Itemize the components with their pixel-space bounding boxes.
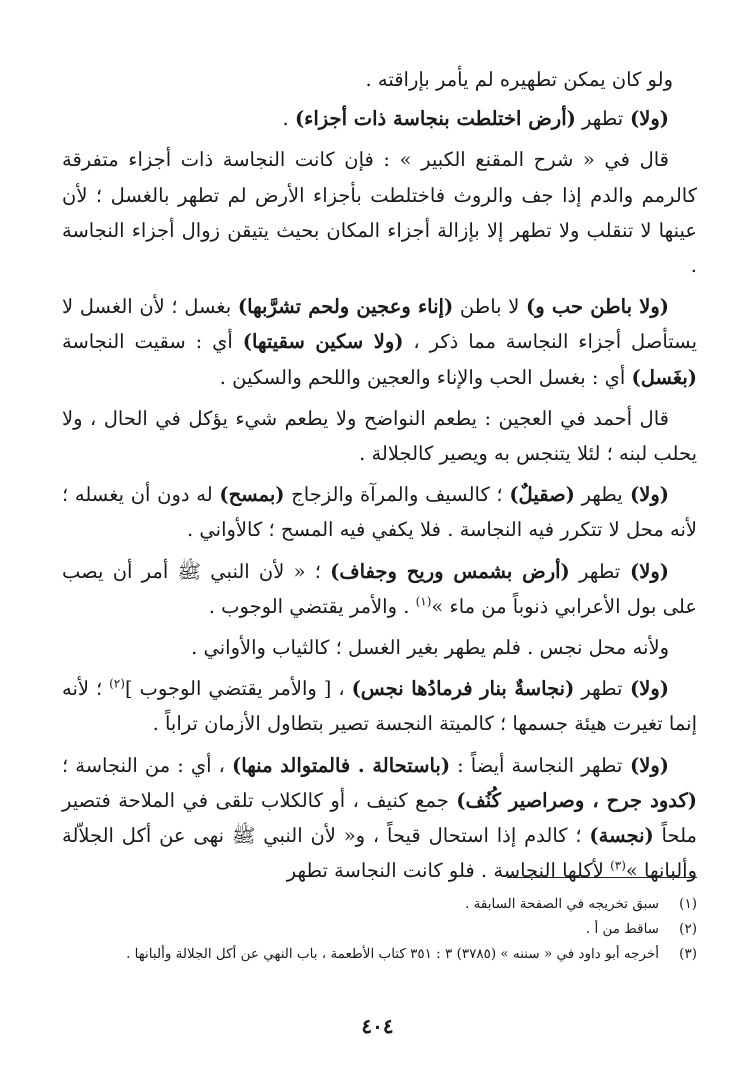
footnote [62,917,697,942]
commentary-text: لأكلها النجاسة . فلو كانت النجاسة تطهر [286,859,611,883]
commentary-text: ؛ كالسيف والمرآة والزجاج [284,483,510,507]
matn-text: (ولا سكين سقيتها) [242,330,404,354]
footnote-separator [507,877,697,878]
page-number: ٤٠٤ [361,1014,394,1038]
commentary-text: ، [ والأمر يقتضي الوجوب ] [124,677,352,701]
matn-text: (أرض بشمس وريح وجفاف) [330,559,570,583]
footnote-number: (٣) [679,946,697,962]
commentary-text: له دون أن يغسله ؛ لأنه محل لا تتكرر فيه النجاسة . فلا يكفي فيه المسح ؛ كالأواني . [62,483,697,542]
commentary-text: تطهر [574,677,623,701]
commentary-text: . والأمر يقتضي الوجوب . [208,594,416,618]
matn-text: (بمسح) [219,483,285,507]
paragraph [62,401,697,471]
commentary-text: ولو كان يمكن تطهيره لم يأمر بإراقته . [365,68,673,91]
footnote-text: سبق تخريجه في الصفحة السابقة . [465,896,659,912]
footnote-text: ساقط من أ . [585,921,659,937]
commentary-text: . [282,107,295,131]
footnote-marker: (٣) [610,858,626,873]
commentary-text: ؛ لأنه إنما تغيرت هيئة جسمها ؛ كالميتة النجسة تصير بتطاول الأزمان تراباً . [62,677,697,736]
commentary-text: يطهر [574,483,623,507]
paragraph [62,671,697,741]
commentary-text: قال أحمد في العجين : يطعم النواضح ولا يطعم شيء يؤكل في الحال ، ولا يحلب لبنه ؛ لئلا يتنجس به ويصير كالجلالة . [62,406,697,466]
footnote-marker: (٢) [109,676,125,691]
matn-text: (باستحالة . فالمتوالد منها) [232,753,451,777]
paragraph [62,630,697,665]
commentary-text: قال في « شرح المقنع الكبير » : فإن كانت النجاسة ذات أجزاء متفرقة كالرمم والدم إذا جف والروث فاختلطت بأجزاء الأرض لم تطهر بالغسل ؛ لأن عينها لا تنقلب ولا تطهر إلا بإزالة أجزاء المكان بحيث يتيقن زوال أجزاء النجاسة . [62,148,697,278]
matn-text: (ولا) [622,677,669,701]
matn-text: (صقيلٌ) [509,483,575,507]
paragraph [62,554,697,624]
main-text [62,62,697,894]
paragraph [62,748,697,889]
commentary-text: لا باطن [453,295,526,319]
matn-text: (بغَسل) [631,365,697,389]
paragraph [62,289,697,395]
matn-text: (أرض اختلطت بنجاسة ذات أجزاء) [294,107,576,131]
footnote-number: (٢) [679,921,697,937]
matn-text: (نجاسةٌ بنار فرمادُها نجس) [351,677,575,701]
matn-text: (ولا) [623,107,669,131]
paragraph [62,142,697,283]
paragraph [62,101,697,136]
footnote-number: (١) [679,896,697,912]
commentary-text: تطهر النجاسة أيضاً : [450,753,623,777]
commentary-text: ولأنه محل نجس . فلم يطهر بغير الغسل ؛ كالثياب والأواني . [191,636,669,660]
commentary-text: تطهر [575,107,624,131]
commentary-text: ، أي : من النجاسة ؛ [62,753,233,777]
matn-text: (ولا) [622,753,670,777]
commentary-text: تطهر [569,559,621,583]
matn-text: (إناء وعجين ولحم تشرَّبها) [237,295,454,319]
paragraph [62,62,697,97]
footnote-text: أخرجه أبو داود في « سننه » (٣٧٨٥) ٣ : ٣٥١ كتاب الأطعمة ، باب النهي عن أكل الجلالة وألبانها . [126,946,659,962]
matn-text: (ولا باطن حب و) [525,295,669,319]
matn-text: (كدود جرح ، وصراصير كُنُف) [456,788,697,812]
footnote [62,942,697,967]
footnote-marker: (١) [415,594,432,609]
commentary-text: أي : بغسل الحب والإناء والعجين واللحم والسكين . [219,365,632,389]
commentary-text: ؛ كالدم إذا استحال قيحاً ، و« لأن النبي ﷺ نهى عن أكل الجلاّلة وألبانها » [62,824,697,883]
commentary-text: جمع كنيف ، أو كالكلاب تلقى في الملاحة فتصير ملحاً [62,788,697,848]
matn-text: (ولا) [620,559,669,583]
paragraph [62,477,697,547]
footnotes [62,892,697,967]
commentary-text: أي : سقيت النجاسة [62,330,243,354]
commentary-text: ؛ « لأن النبي ﷺ أمر أن يصب على بول الأعرابي ذنوباً من ماء » [62,559,697,618]
matn-text: (نجسة) [589,824,654,848]
matn-text: (ولا) [622,483,670,507]
footnote [62,892,697,917]
commentary-text: بغسل ؛ لأن الغسل لا يستأصل أجزاء النجاسة مما ذكر ، [62,295,697,354]
